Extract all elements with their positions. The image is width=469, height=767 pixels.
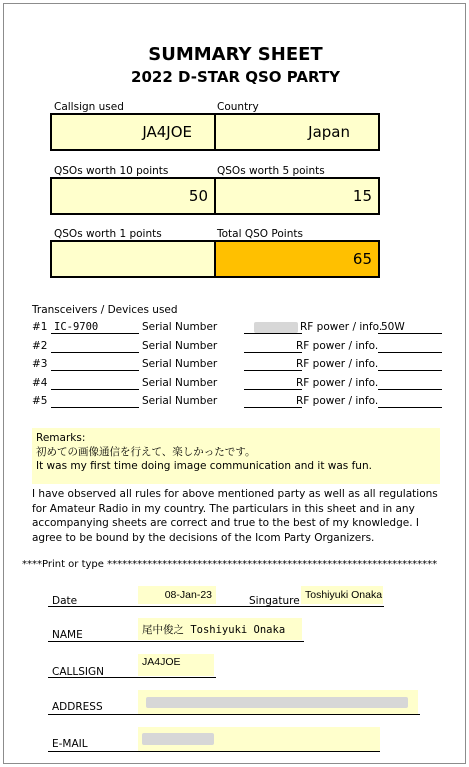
address-field[interactable] [138, 690, 418, 714]
callsign-underline [48, 677, 216, 678]
rf-power-value: 50W [381, 321, 405, 333]
total-value: 65 [352, 250, 372, 268]
email-redacted [142, 733, 214, 745]
summary-sheet [3, 3, 466, 764]
remarks-box[interactable] [32, 428, 440, 484]
name-label: NAME [52, 629, 83, 641]
q1-field[interactable] [50, 240, 216, 278]
signature-value: Toshiyuki Onaka [305, 589, 383, 601]
serial-number-field[interactable] [244, 376, 302, 390]
device-model-field[interactable] [51, 357, 139, 371]
name-field[interactable] [138, 618, 302, 640]
remarks-line-en: It was my first time doing image communication and it was fun. [36, 460, 372, 472]
rf-power-field[interactable] [378, 357, 442, 371]
address-redacted [146, 697, 408, 708]
device-number: #2 [32, 339, 48, 352]
date-field[interactable] [138, 586, 216, 604]
device-model-field[interactable] [51, 339, 139, 353]
serial-number-label: Serial Number [142, 395, 218, 407]
remarks-line-jp: 初めての画像通信を行えて、楽しかったです。 [36, 446, 256, 458]
address-underline [48, 714, 420, 715]
callsign-personal-value: JA4JOE [142, 656, 181, 668]
name-underline [48, 641, 304, 642]
country-label: Country [217, 101, 259, 113]
q5-field[interactable] [214, 177, 380, 215]
rf-power-label: RF power / info. [300, 321, 383, 333]
sheet-subtitle: 2022 D-STAR QSO PARTY [131, 68, 340, 86]
q5-label: QSOs worth 5 points [217, 165, 325, 177]
q1-label: QSOs worth 1 points [54, 228, 162, 240]
total-label: Total QSO Points [217, 228, 303, 240]
signature-label: Singature [249, 595, 300, 607]
rf-power-label: RF power / info. [296, 395, 379, 407]
rf-power-field[interactable] [378, 394, 442, 408]
device-number: #4 [32, 376, 48, 389]
serial-number-redacted [254, 322, 298, 333]
callsign-personal-label: CALLSIGN [52, 666, 104, 678]
email-field[interactable] [138, 727, 380, 751]
q5-value: 15 [352, 187, 372, 205]
rf-power-field[interactable] [378, 376, 442, 390]
country-field[interactable] [214, 113, 380, 151]
date-label: Date [52, 595, 78, 607]
email-underline [48, 751, 380, 752]
callsign-field[interactable] [50, 113, 216, 151]
q10-value: 50 [188, 187, 208, 205]
serial-number-field[interactable] [244, 339, 302, 353]
rf-power-field[interactable] [378, 339, 442, 353]
name-value: 尾中俊之 Toshiyuki Onaka [142, 623, 286, 636]
device-number: #5 [32, 395, 48, 407]
address-label: ADDRESS [52, 701, 103, 713]
rf-power-label: RF power / info. [296, 339, 379, 352]
serial-number-label: Serial Number [142, 339, 218, 352]
devices-heading: Transceivers / Devices used [32, 304, 178, 316]
date-value: 08-Jan-23 [164, 589, 212, 601]
device-number: #3 [32, 358, 48, 370]
rf-power-label: RF power / info. [296, 376, 379, 389]
device-model-field[interactable] [51, 394, 139, 408]
signature-field[interactable] [301, 586, 383, 604]
serial-number-label: Serial Number [142, 321, 218, 333]
email-label: E-MAIL [52, 738, 88, 750]
rf-power-label: RF power / info. [296, 358, 379, 370]
callsign-value: JA4JOE [142, 123, 192, 141]
serial-number-field[interactable] [244, 394, 302, 408]
sheet-title: SUMMARY SHEET [148, 44, 323, 65]
remarks-label: Remarks: [36, 432, 86, 444]
total-field[interactable] [214, 240, 380, 278]
serial-number-field[interactable] [244, 357, 302, 371]
device-model: IC-9700 [54, 321, 99, 333]
device-model-field[interactable] [51, 376, 139, 390]
q10-field[interactable] [50, 177, 216, 215]
callsign-personal-field[interactable] [138, 654, 214, 676]
device-number: #1 [32, 321, 48, 333]
date-underline [48, 606, 384, 607]
serial-number-label: Serial Number [142, 358, 218, 370]
q10-label: QSOs worth 10 points [54, 165, 169, 177]
country-value: Japan [308, 123, 350, 141]
callsign-label: Callsign used [54, 101, 124, 113]
serial-number-label: Serial Number [142, 376, 218, 389]
declaration-text: I have observed all rules for above mentioned party as well as all regulations for Amateur Radio in my country. The particulars in this sheet and in any accompanying sheets are correct and true to the best of my knowledge. I agree to be bound by the decisions of the Icom Party Organizers. [32, 488, 438, 544]
print-or-type-line: ****Print or type ****************************************************************** [22, 559, 438, 570]
